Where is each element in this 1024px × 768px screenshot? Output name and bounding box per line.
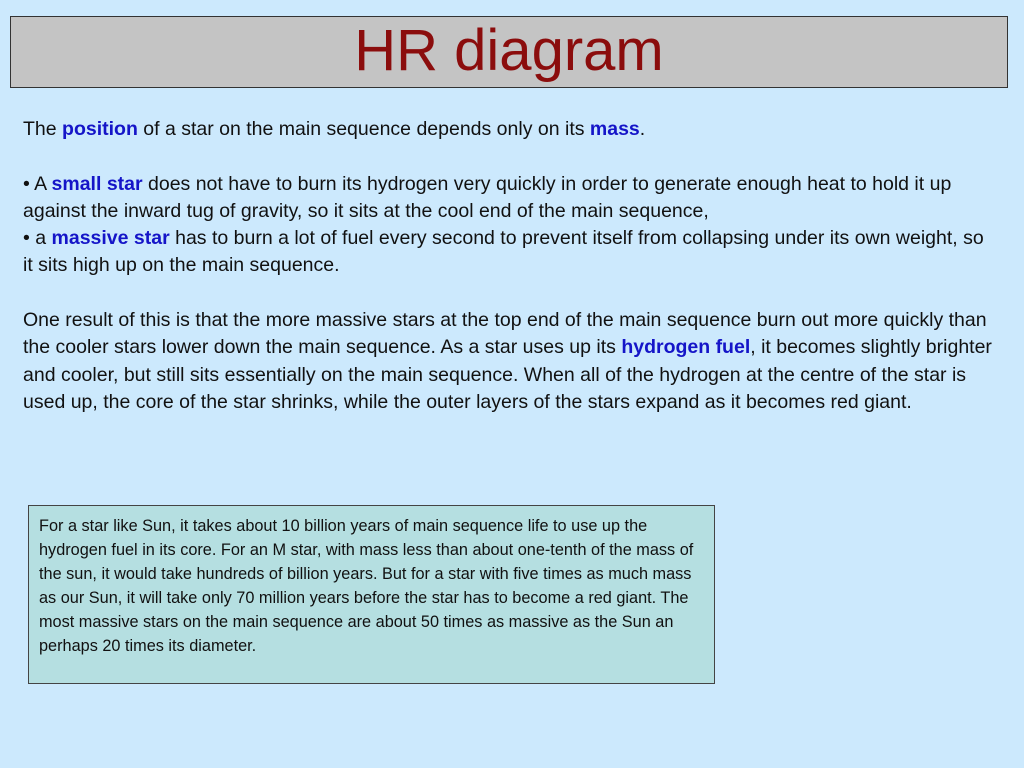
bullet-small-star	[23, 171, 998, 226]
intro-text-3: .	[639, 118, 646, 140]
intro-text-2: of a star on the main sequence depends only on its	[137, 118, 590, 140]
slide-title: HR diagram	[354, 18, 664, 83]
intro-text-1: The	[23, 118, 63, 140]
title-box	[10, 16, 1008, 88]
spacer	[23, 280, 998, 307]
bullet-massive-star	[23, 225, 998, 280]
intro-paragraph	[23, 116, 998, 143]
para-text-1: One result of this is that the more massive stars at the top end of the main sequence burn out more quickly than the cooler stars lower down the main sequence. As a star uses up its	[23, 309, 987, 359]
highlight-mass: mass	[589, 118, 640, 140]
main-content	[23, 116, 998, 416]
note-text: For a star like Sun, it takes about 10 billion years of main sequence life to use up the hydrogen fuel in its core. For an M star, with mass less than about one-tenth of the mass of the sun, it would take hundreds of billion years. But for a star with five times as much mass as our Sun, it will take only 70 million years before the star has to become a red giant. The most massive stars on the main sequence are about 50 times as massive as the Sun an perhaps 20 times its diameter.	[39, 517, 694, 655]
result-paragraph	[23, 307, 998, 416]
bullet1-text-1: • A	[23, 172, 52, 195]
note-box	[28, 505, 715, 684]
bullet1-text-2: does not have to burn its hydrogen very quickly in order to generate enough heat to hold it up against the inward tug of gravity, so it sits at the cool end of the main sequence,	[23, 172, 952, 222]
highlight-hydrogen-fuel: hydrogen fuel	[621, 336, 751, 359]
bullet2-text-2: has to burn a lot of fuel every second to prevent itself from collapsing under its own weight, so it sits high up on the main sequence.	[23, 227, 984, 277]
highlight-small-star: small star	[51, 172, 143, 195]
para-text-2: , it becomes slightly brighter and cooler, but still sits essentially on the main sequence. When all of the hydrogen at the centre of the star is used up, the core of the star shrinks, while the outer layers of the stars expand as it becomes red giant.	[23, 336, 992, 413]
bullet2-text-1: • a	[23, 227, 52, 250]
highlight-massive-star: massive star	[51, 227, 170, 250]
spacer	[23, 143, 998, 170]
highlight-position: position	[62, 118, 138, 140]
